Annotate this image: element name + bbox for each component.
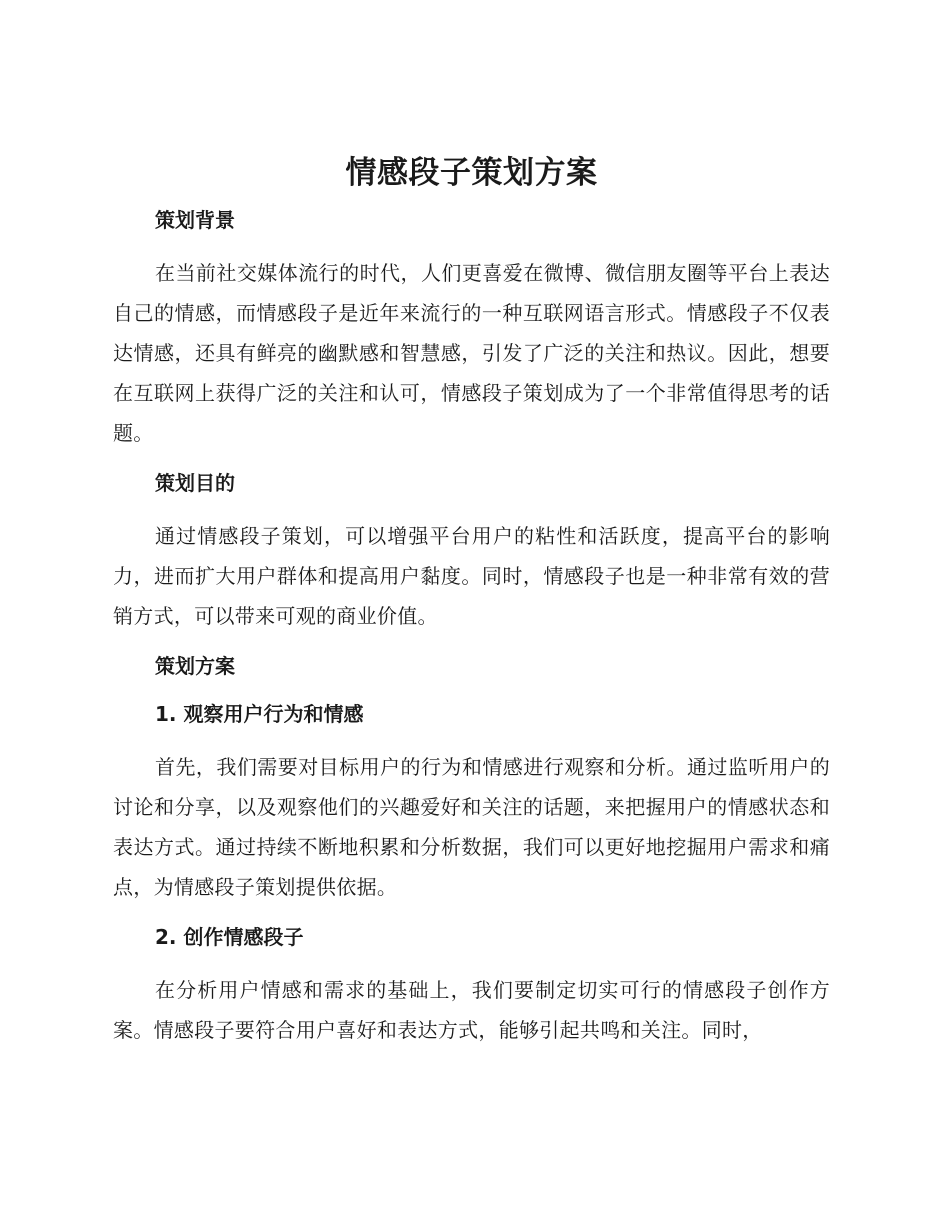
section-heading-plan: 策划方案 xyxy=(155,654,235,678)
paragraph-observe: 首先，我们需要对目标用户的行为和情感进行观察和分析。通过监听用户的讨论和分享，以及观察他们的兴趣爱好和关注的话题，来把握用户的情感状态和表达方式。通过持续不断地积累和分析数据，我们可以更好地挖掘用户需求和痛点，为情感段子策划提供依据。 xyxy=(113,755,830,899)
section-heading-purpose: 策划目的 xyxy=(155,471,235,495)
document-title: 情感段子策划方案 xyxy=(345,155,598,191)
paragraph-purpose: 通过情感段子策划，可以增强平台用户的粘性和活跃度，提高平台的影响力，进而扩大用户群体和提高用户黏度。同时，情感段子也是一种非常有效的营销方式，可以带来可观的商业价值。 xyxy=(113,524,830,628)
subsection-heading-create: 2. 创作情感段子 xyxy=(155,925,304,949)
paragraph-background: 在当前社交媒体流行的时代，人们更喜爱在微博、微信朋友圈等平台上表达自己的情感，而情感段子是近年来流行的一种互联网语言形式。情感段子不仅表达情感，还具有鲜亮的幽默感和智慧感，引发了广泛的关注和热议。因此，想要在互联网上获得广泛的关注和认可，情感段子策划成为了一个非常值得思考的话题。 xyxy=(113,261,830,445)
paragraph-create: 在分析用户情感和需求的基础上，我们要制定切实可行的情感段子创作方案。情感段子要符合用户喜好和表达方式，能够引起共鸣和关注。同时， xyxy=(113,978,830,1042)
subsection-heading-observe: 1. 观察用户行为和情感 xyxy=(155,702,364,726)
section-heading-background: 策划背景 xyxy=(155,208,235,232)
document-body xyxy=(113,150,830,1056)
